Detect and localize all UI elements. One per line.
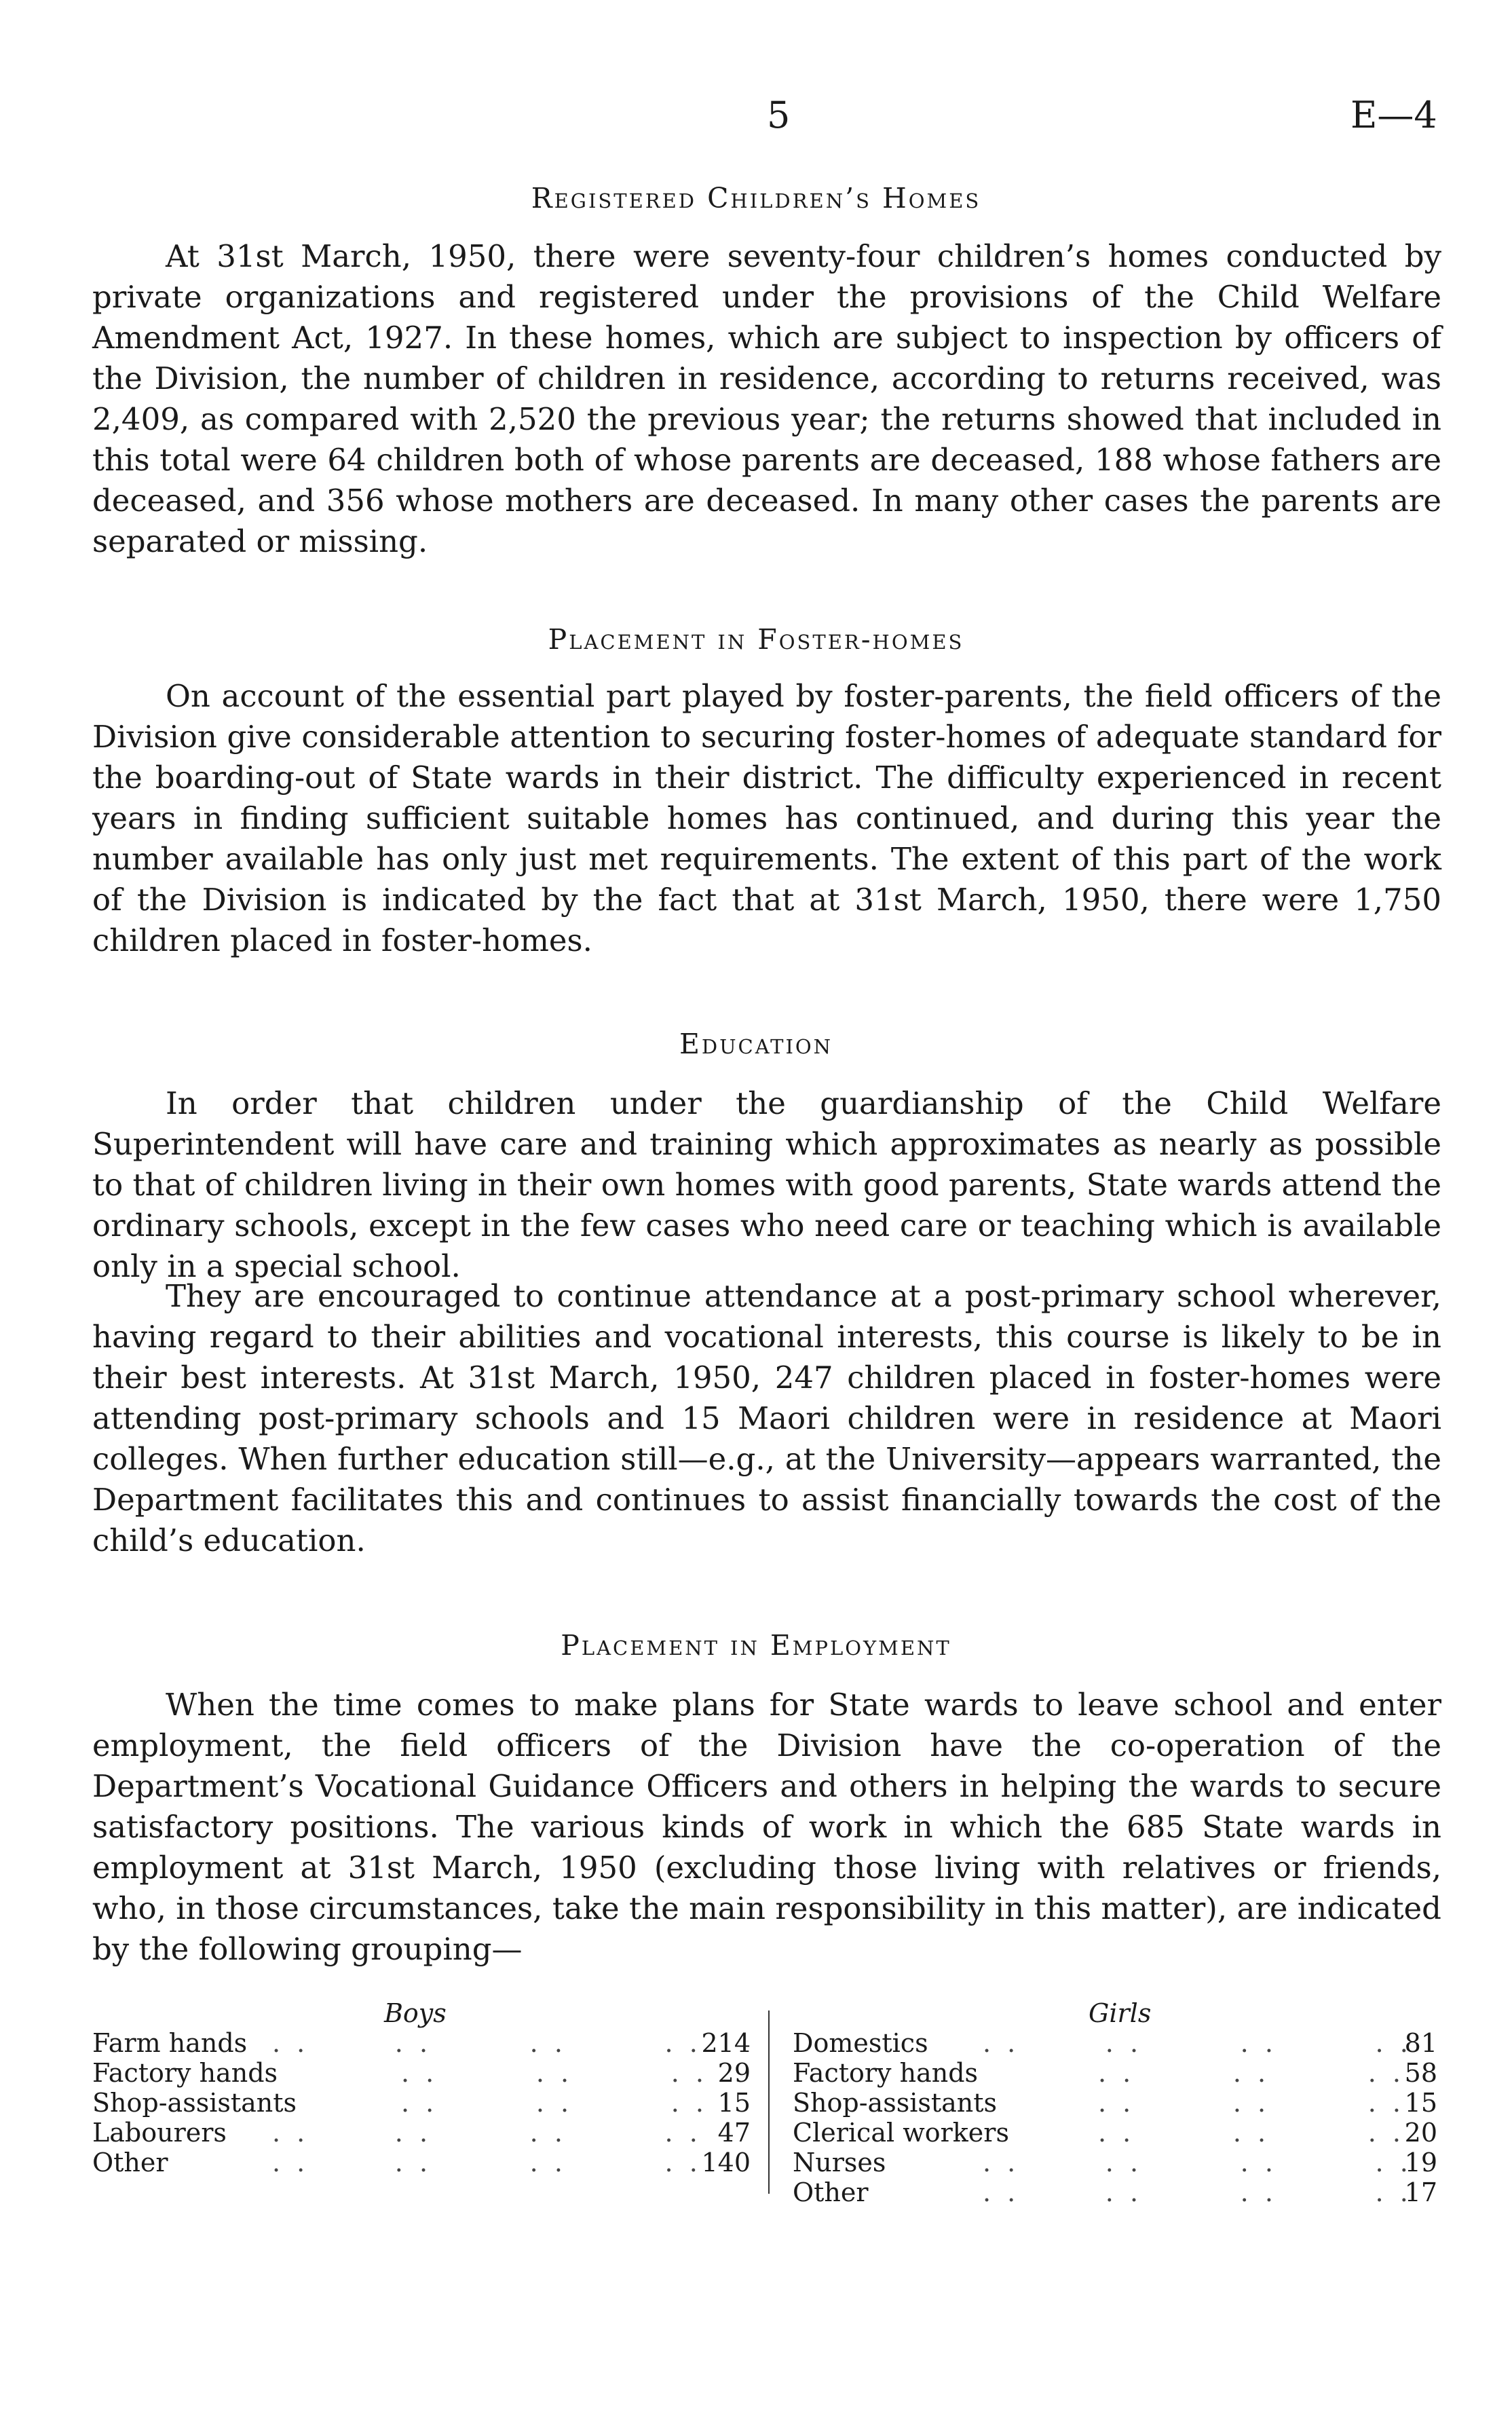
dot-leaders: . . . . . . . .: [272, 2118, 702, 2148]
row-count: 214: [701, 2028, 751, 2058]
dot-leaders: . . . . . . . .: [272, 2148, 702, 2177]
row-count: 47: [717, 2118, 751, 2148]
dot-leaders: . . . . . . . .: [983, 2028, 1412, 2058]
table-divider: [768, 2010, 770, 2194]
row-count: 140: [701, 2148, 751, 2177]
dot-leaders: . . . . . .: [1098, 2118, 1405, 2148]
row-label: Factory hands: [793, 2058, 979, 2088]
dot-leaders: . . . . . .: [401, 2088, 708, 2118]
dot-leaders: . . . . . . . .: [983, 2148, 1412, 2177]
page-code: E—4: [1350, 94, 1437, 136]
row-label: Shop-assistants: [92, 2088, 297, 2118]
paragraph-foster-homes: On account of the essential part played by foster-parents, the field officers of the Division give considerable attention to securing foster-homes of adequate standard for the boarding-out of State wards in their district. The difficulty experienced in recent years in finding sufficient suitable homes has continued, and during this year the number available has only just met requirements. The extent of this part of the work of the Division is indicated by the fact that at 31st March, 1950, there were 1,750 children placed in foster-homes.: [92, 678, 1441, 958]
dot-leaders: . . . . . . . .: [983, 2177, 1412, 2207]
row-label: Other: [92, 2148, 168, 2177]
row-count: 81: [1404, 2028, 1437, 2058]
row-count: 15: [717, 2088, 751, 2118]
row-count: 15: [1404, 2088, 1437, 2118]
page-number: 5: [767, 94, 791, 136]
section-heading-employment: Placement in Employment: [561, 1629, 951, 1662]
row-label: Labourers: [92, 2118, 227, 2148]
paragraph-education-1: In order that children under the guardianship of the Child Welfare Superintendent will have care and training which approximates as nearly as possible to that of children living in their own homes with good parents, State wards attend the ordinary schools, except in the few cases who need care or teaching which is available only in a special school.: [92, 1085, 1441, 1284]
row-label: Factory hands: [92, 2058, 278, 2088]
row-label: Clerical workers: [793, 2118, 1009, 2148]
dot-leaders: . . . . . .: [401, 2058, 708, 2088]
dot-leaders: . . . . . .: [1098, 2058, 1405, 2088]
row-count: 19: [1404, 2148, 1437, 2177]
row-count: 20: [1404, 2118, 1437, 2148]
row-count: 29: [717, 2058, 751, 2088]
girls-column-heading: Girls: [1089, 1998, 1152, 2028]
dot-leaders: . . . . . .: [1098, 2088, 1405, 2118]
boys-column-heading: Boys: [384, 1998, 447, 2028]
section-heading-registered-homes: Registered Children’s Homes: [531, 182, 981, 214]
row-count: 17: [1404, 2177, 1437, 2207]
paragraph-education-2: They are encouraged to continue attendance at a post-primary school wherever, having regard to their abilities and vocational interests, this course is likely to be in their best interests. At 31st March, 1950, 247 children placed in foster-homes were attending post-primary schools and 15 Maori children were in residence at Maori colleges. When further education still—e.g., at the University—appears warranted, the Department facilitates this and continues to assist financially towards the cost of the child’s education.: [92, 1278, 1441, 1558]
row-label: Shop-assistants: [793, 2088, 998, 2118]
row-label: Domestics: [793, 2028, 928, 2058]
paragraph-employment: When the time comes to make plans for State wards to leave school and enter employment, the field officers of the Division have the co-operation of the Department’s Vocational Guidance Officers and others in helping the wards to secure satisfactory positions. The various kinds of work in which the 685 State wards in employment at 31st March, 1950 (excluding those living with relatives or friends, who, in those circumstances, take the main responsibility in this matter), are indicated by the following grouping—: [92, 1687, 1441, 1967]
row-label: Farm hands: [92, 2028, 248, 2058]
dot-leaders: . . . . . . . .: [272, 2028, 702, 2058]
row-label: Nurses: [793, 2148, 886, 2177]
row-count: 58: [1404, 2058, 1437, 2088]
section-heading-foster-homes: Placement in Foster-homes: [548, 623, 964, 656]
section-heading-education: Education: [679, 1028, 833, 1060]
row-label: Other: [793, 2177, 869, 2207]
paragraph-registered-homes: At 31st March, 1950, there were seventy-four children’s homes conducted by private organizations and registered under the provisions of the Child Welfare Amendment Act, 1927. In these homes, which are subject to inspection by officers of the Division, the number of children in residence, according to returns received, was 2,409, as compared with 2,520 the previous year; the returns showed that included in this total were 64 children both of whose parents are deceased, 188 whose fathers are deceased, and 356 whose mothers are deceased. In many other cases the parents are separated or missing.: [92, 238, 1441, 559]
